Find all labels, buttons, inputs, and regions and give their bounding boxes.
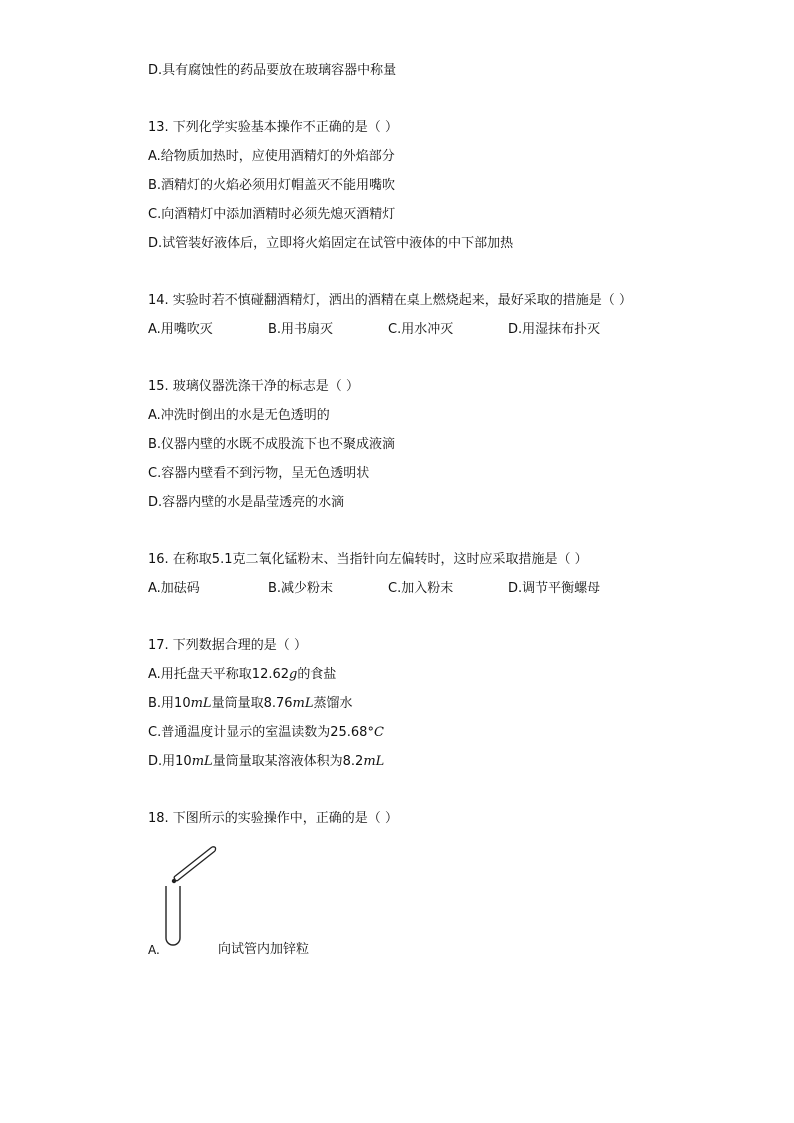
q13-option-c: C.向酒精灯中添加酒精时必须先熄灭酒精灯 — [148, 207, 396, 222]
q13-question: 13. 下列化学实验基本操作不正确的是（ ） — [148, 120, 398, 135]
q13-option-d: D.试管装好液体后，立即将火焰固定在试管中液体的中下部加热 — [148, 236, 514, 251]
q15-question: 15. 玻璃仪器洗涤干净的标志是（ ） — [148, 379, 359, 394]
q14-option-c: C.用水冲灭 — [388, 322, 454, 337]
q13-option-a: A.给物质加热时，应使用酒精灯的外焰部分 — [148, 149, 395, 164]
q14-option-b: B.用书扇灭 — [268, 322, 334, 337]
q17-option-b — [148, 695, 353, 713]
q17-b-unit2: mL — [292, 696, 314, 711]
q14-question: 14. 实验时若不慎碰翻酒精灯，洒出的酒精在桌上燃烧起来，最好采取的措施是（ ） — [148, 293, 632, 308]
q17-b-post: 蒸馏水 — [313, 696, 353, 711]
q17-d-mid: 量筒量取某溶液体积为8.2 — [212, 754, 364, 769]
q17-b-text: B.用10 — [148, 696, 191, 711]
q15-option-d: D.容器内壁的水是晶莹透亮的水滴 — [148, 495, 345, 510]
q15-option-a: A.冲洗时倒出的水是无色透明的 — [148, 408, 330, 423]
q18-option-a-caption: 向试管内加锌粒 — [218, 942, 310, 957]
q18-question: 18. 下图所示的实验操作中，正确的是（ ） — [148, 811, 398, 826]
q17-option-d — [148, 753, 384, 771]
zinc-granule-icon — [172, 879, 176, 883]
q17-a-unit: g — [289, 667, 298, 682]
q17-question: 17. 下列数据合理的是（ ） — [148, 638, 307, 653]
q16-option-d: D.调节平衡螺母 — [508, 581, 601, 596]
q17-b-unit1: mL — [190, 696, 212, 711]
q14-option-a: A.用嘴吹灭 — [148, 322, 213, 337]
q14-option-d: D.用湿抹布扑灭 — [508, 322, 601, 337]
q16-option-b: B.减少粉末 — [268, 581, 334, 596]
tweezers-icon — [174, 847, 216, 881]
test-tube-tweezers-figure — [155, 838, 225, 958]
q17-a-post: 的食盐 — [297, 667, 337, 682]
q17-option-a — [148, 666, 336, 684]
q17-option-c — [148, 724, 384, 742]
q17-a-text: A.用托盘天平称取12.62 — [148, 667, 290, 682]
q17-b-mid: 量筒量取8.76 — [211, 696, 293, 711]
q17-d-unit2: mL — [363, 754, 385, 769]
q16-option-a: A.加砝码 — [148, 581, 200, 596]
q18-option-a-letter: A. — [148, 943, 160, 957]
q15-option-c: C.容器内壁看不到污物，呈无色透明状 — [148, 466, 370, 481]
q16-option-c: C.加入粉末 — [388, 581, 454, 596]
q17-d-unit1: mL — [191, 754, 213, 769]
q17-d-text: D.用10 — [148, 754, 192, 769]
q17-c-unit: °C — [367, 725, 384, 740]
q13-option-b: B.酒精灯的火焰必须用灯帽盖灭不能用嘴吹 — [148, 178, 396, 193]
q16-question: 16. 在称取5.1克二氧化锰粉末、当指针向左偏转时，这时应采取措施是（ ） — [148, 552, 588, 567]
test-tube-icon — [166, 886, 180, 945]
q15-option-b: B.仪器内壁的水既不成股流下也不聚成液滴 — [148, 437, 396, 452]
q12-option-d: D.具有腐蚀性的药品要放在玻璃容器中称量 — [148, 63, 397, 78]
q17-c-text: C.普通温度计显示的室温读数为25.68 — [148, 725, 368, 740]
